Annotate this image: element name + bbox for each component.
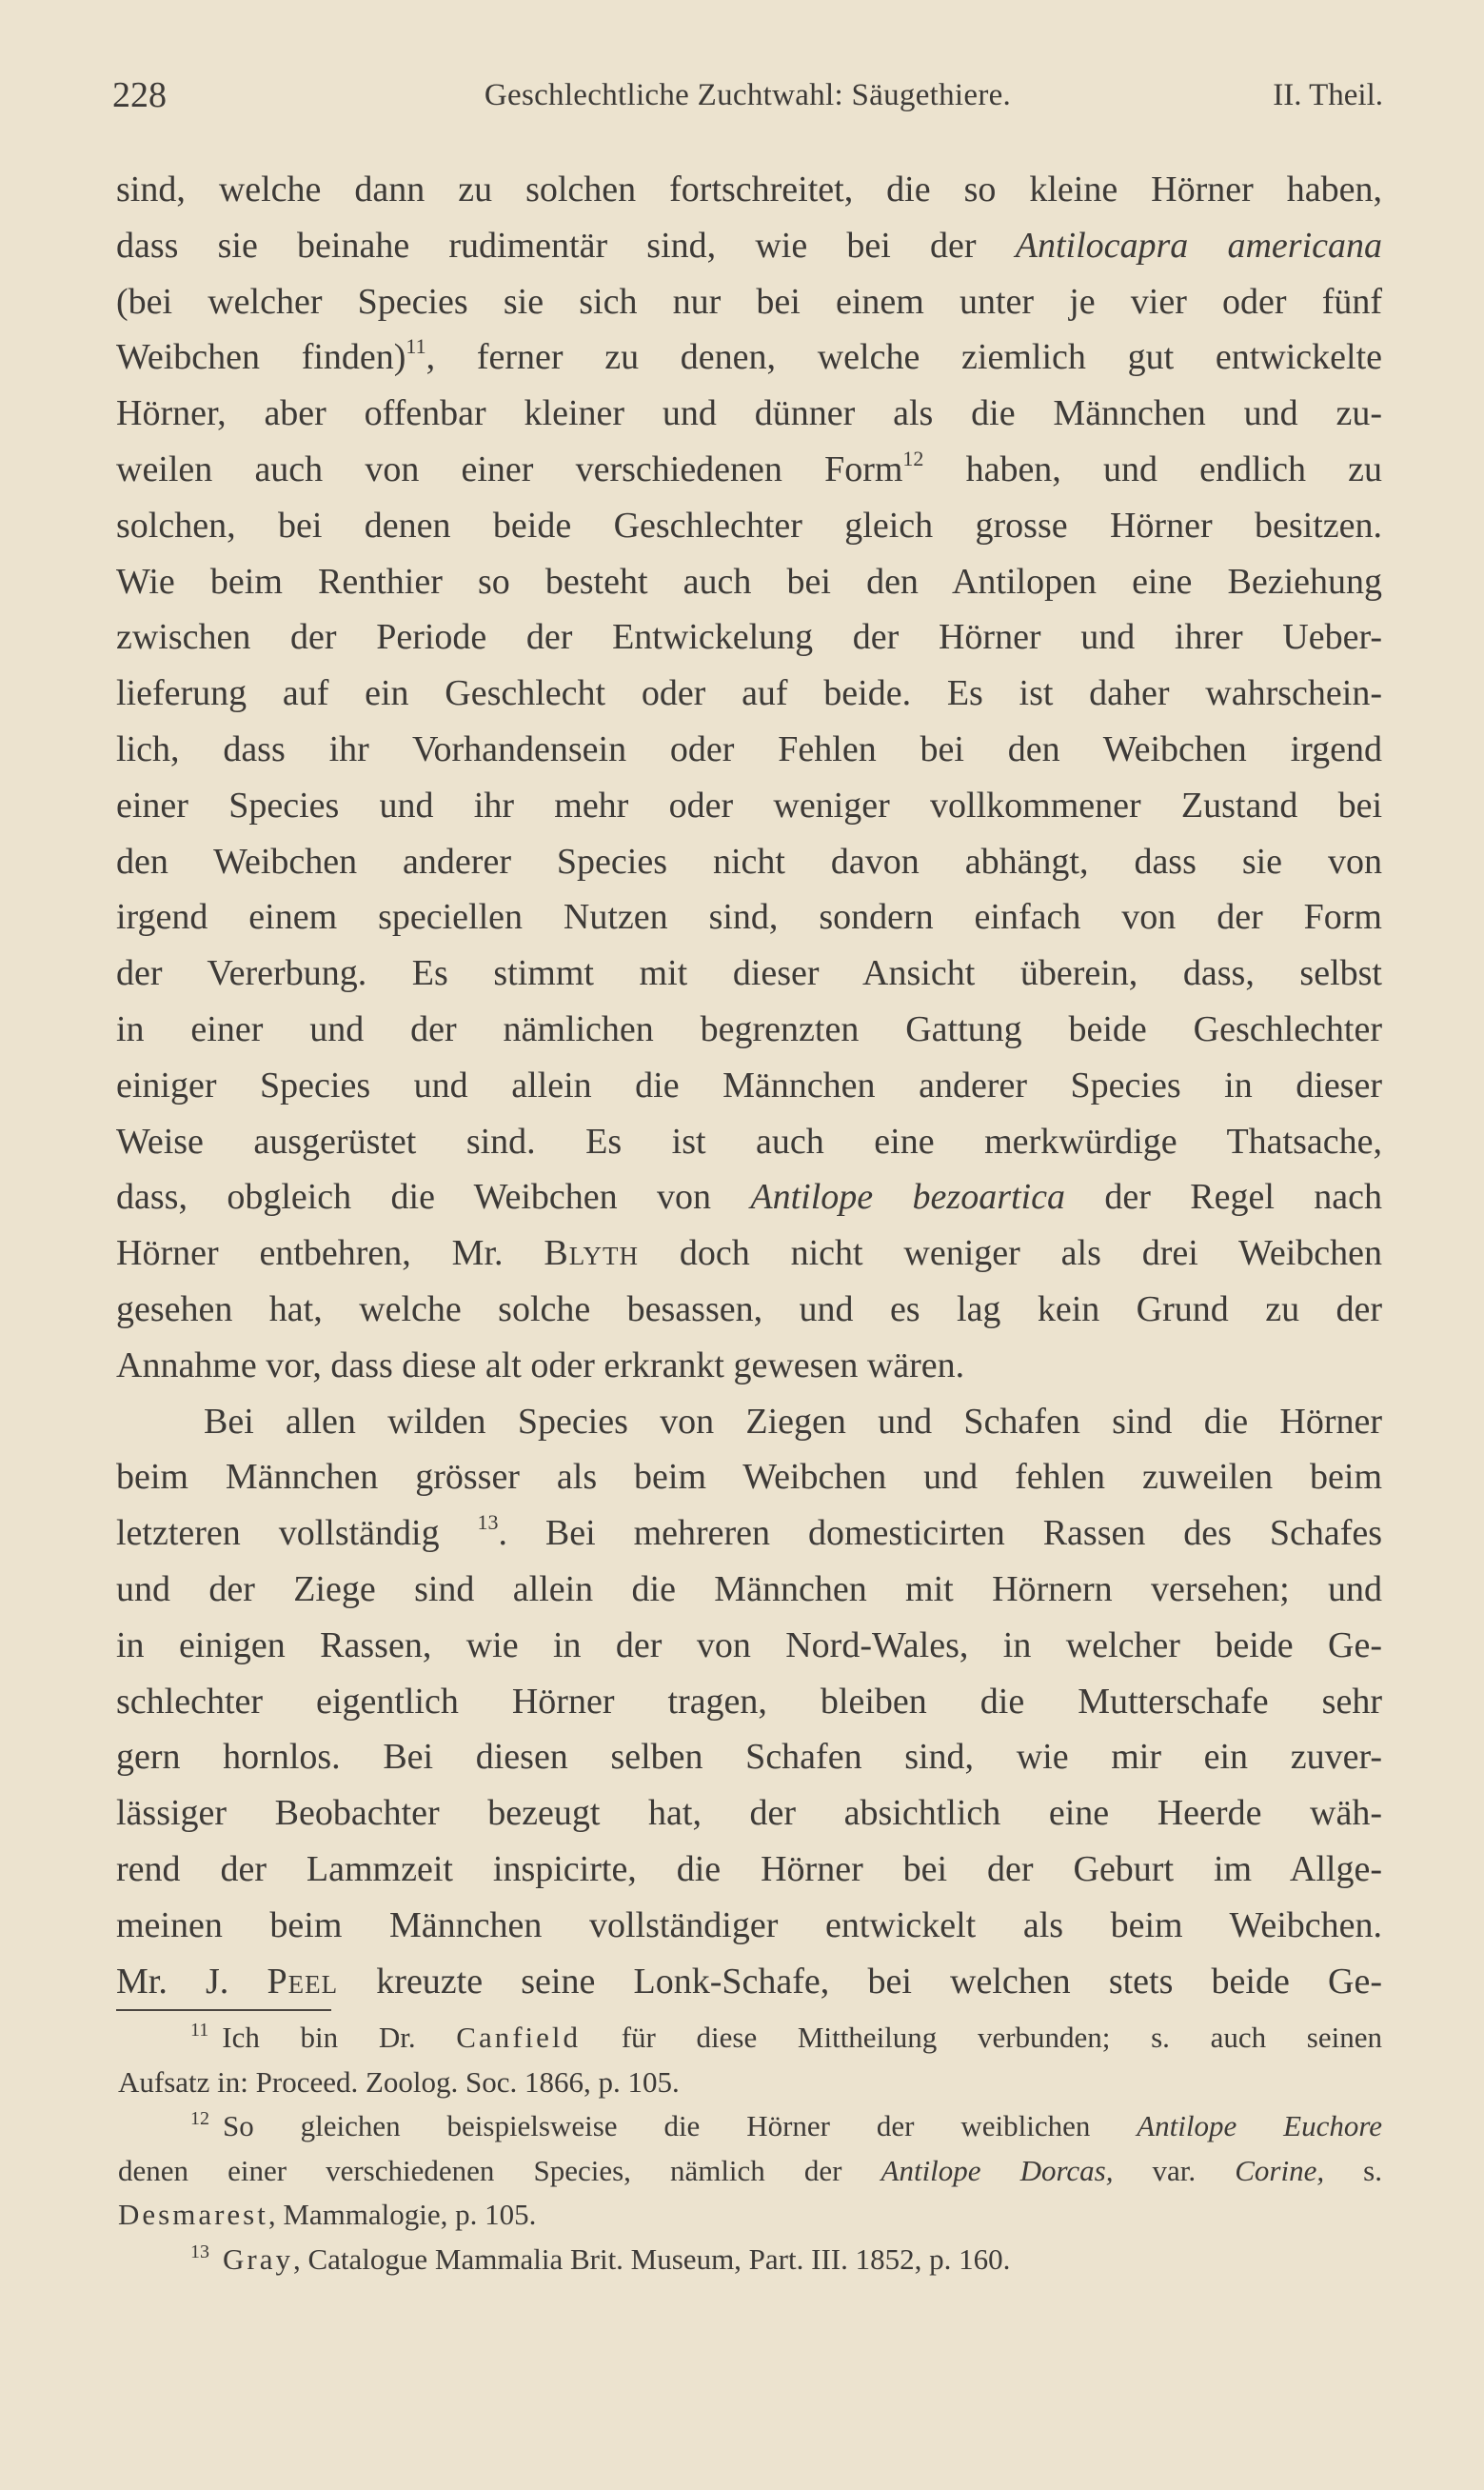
species-name: Antilope bezoartica	[750, 1177, 1065, 1218]
text-line: solchen, bei denen beide Geschlechter gleich grosse Hörner besitzen.	[116, 505, 1382, 546]
text-line: in einer und der nämlichen begrenzten Gattung beide Geschlechter	[116, 1008, 1382, 1049]
text-line: dass, obgleich die Weibchen von Antilope bezoartica der Regel nach	[116, 1177, 1382, 1218]
text-line: lieferung auf ein Geschlecht oder auf beide. Es ist daher wahrschein-	[116, 673, 1382, 714]
author-name: Blyth	[544, 1233, 639, 1274]
text-line: einer Species und ihr mehr oder weniger vollkommener Zustand bei	[116, 785, 1382, 826]
body-text	[116, 162, 1382, 2009]
text-line: irgend einem speciellen Nutzen sind, sondern einfach von der Form	[116, 897, 1382, 938]
text-line: lässiger Beobachter bezeugt hat, der absichtlich eine Heerde wäh-	[116, 1793, 1382, 1834]
text-line: sind, welche dann zu solchen fortschreitet, die so kleine Hörner haben,	[116, 169, 1382, 209]
text-line: beim Männchen grösser als beim Weibchen und fehlen zuweilen beim	[116, 1457, 1382, 1498]
running-title: Geschlechtliche Zuchtwahl: Säugethiere.	[484, 78, 1012, 112]
text-line: der Vererbung. Es stimmt mit dieser Ansicht überein, dass, selbst	[116, 953, 1382, 994]
page-header	[112, 74, 1383, 122]
text-line: zwischen der Periode der Entwickelung der Hörner und ihrer Ueber-	[116, 617, 1382, 658]
text-line: Hörner, aber offenbar kleiner und dünner als die Männchen und zu-	[116, 393, 1382, 434]
footnote-marker: 11	[190, 2020, 209, 2041]
text-line: Annahme vor, dass diese alt oder erkrankt gewesen wären.	[116, 1345, 965, 1385]
text-line: Bei allen wilden Species von Ziegen und Schafen sind die Hörner	[204, 1401, 1382, 1442]
page-number: 228	[112, 75, 167, 115]
text-line: gern hornlos. Bei diesen selben Schafen sind, wie mir ein zuver-	[116, 1737, 1382, 1778]
footnote-ref: 12	[902, 446, 924, 470]
text-line: rend der Lammzeit inspicirte, die Hörner bei der Geburt im Allge-	[116, 1848, 1382, 1889]
footnotes	[118, 2016, 1382, 2281]
text-line: Weise ausgerüstet sind. Es ist auch eine merkwürdige Thatsache,	[116, 1121, 1382, 1162]
footnote-11: $^{11}$ Ich bin Dr. Canfield für diese Mittheilung verbunden; s. auch seinen	[190, 2020, 1382, 2054]
footnote-marker: 13	[190, 2241, 209, 2262]
footnote-marker: 12	[190, 2108, 209, 2129]
footnote-line: denen einer verschiedenen Species, nämlich der Antilope Dorcas, var. Corine, s.	[118, 2153, 1382, 2187]
text-line: letzteren vollständig $^{13}$. Bei mehreren domesticirten Rassen des Schafes	[116, 1510, 1382, 1554]
text-line: den Weibchen anderer Species nicht davon abhängt, dass sie von	[116, 841, 1382, 882]
footnote-ref: 13	[477, 1510, 499, 1535]
footnote-13: $^{13}$ Gray, Catalogue Mammalia Brit. Museum, Part. III. 1852, p. 160.	[190, 2241, 1011, 2276]
text-line: Weibchen finden)$^{11}$, ferner zu denen, welche ziemlich gut entwickelte	[116, 334, 1382, 378]
text-line: einiger Species und allein die Männchen anderer Species in dieser	[116, 1065, 1382, 1106]
author-name: Peel	[267, 1961, 339, 2002]
text-line: schlechter eigentlich Hörner tragen, bleiben die Mutterschafe sehr	[116, 1681, 1382, 1722]
text-line: in einigen Rassen, wie in der von Nord-Wales, in welcher beide Ge-	[116, 1624, 1382, 1665]
text-line: Mr. J. Peel kreuzte seine Lonk-Schafe, bei welchen stets beide Ge-	[116, 1961, 1382, 2002]
footnote-ref: 11	[406, 334, 426, 359]
footnote-line: Aufsatz in: Proceed. Zoolog. Soc. 1866, p. 105.	[118, 2064, 680, 2099]
text-line: lich, dass ihr Vorhandensein oder Fehlen bei den Weibchen irgend	[116, 728, 1382, 769]
text-line: Wie beim Renthier so besteht auch bei den Antilopen eine Beziehung	[116, 561, 1382, 602]
text-line: meinen beim Männchen vollständiger entwickelt als beim Weibchen.	[116, 1904, 1382, 1945]
footnote-divider	[116, 2009, 331, 2011]
footnote-line: Desmarest, Mammalogie, p. 105.	[118, 2198, 537, 2231]
text-line: dass sie beinahe rudimentär sind, wie bei der Antilocapra americana	[116, 225, 1383, 266]
text-line: gesehen hat, welche solche besassen, und es lag kein Grund zu der	[116, 1288, 1382, 1329]
text-line: weilen auch von einer verschiedenen Form$^{12}$ haben, und endlich zu	[116, 446, 1382, 489]
footnote-12: $^{12}$ So gleichen beispielsweise die Hörner der weiblichen Antilope Euchore	[190, 2108, 1382, 2142]
text-line: und der Ziege sind allein die Männchen mit Hörnern versehen; und	[116, 1568, 1382, 1609]
text-line: (bei welcher Species sie sich nur bei einem unter je vier oder fünf	[116, 281, 1382, 322]
text-line: Hörner entbehren, Mr. Blyth doch nicht weniger als drei Weibchen	[116, 1233, 1382, 1274]
species-name: Antilocapra americana	[1015, 225, 1383, 266]
part-label: II. Theil.	[1273, 78, 1383, 112]
